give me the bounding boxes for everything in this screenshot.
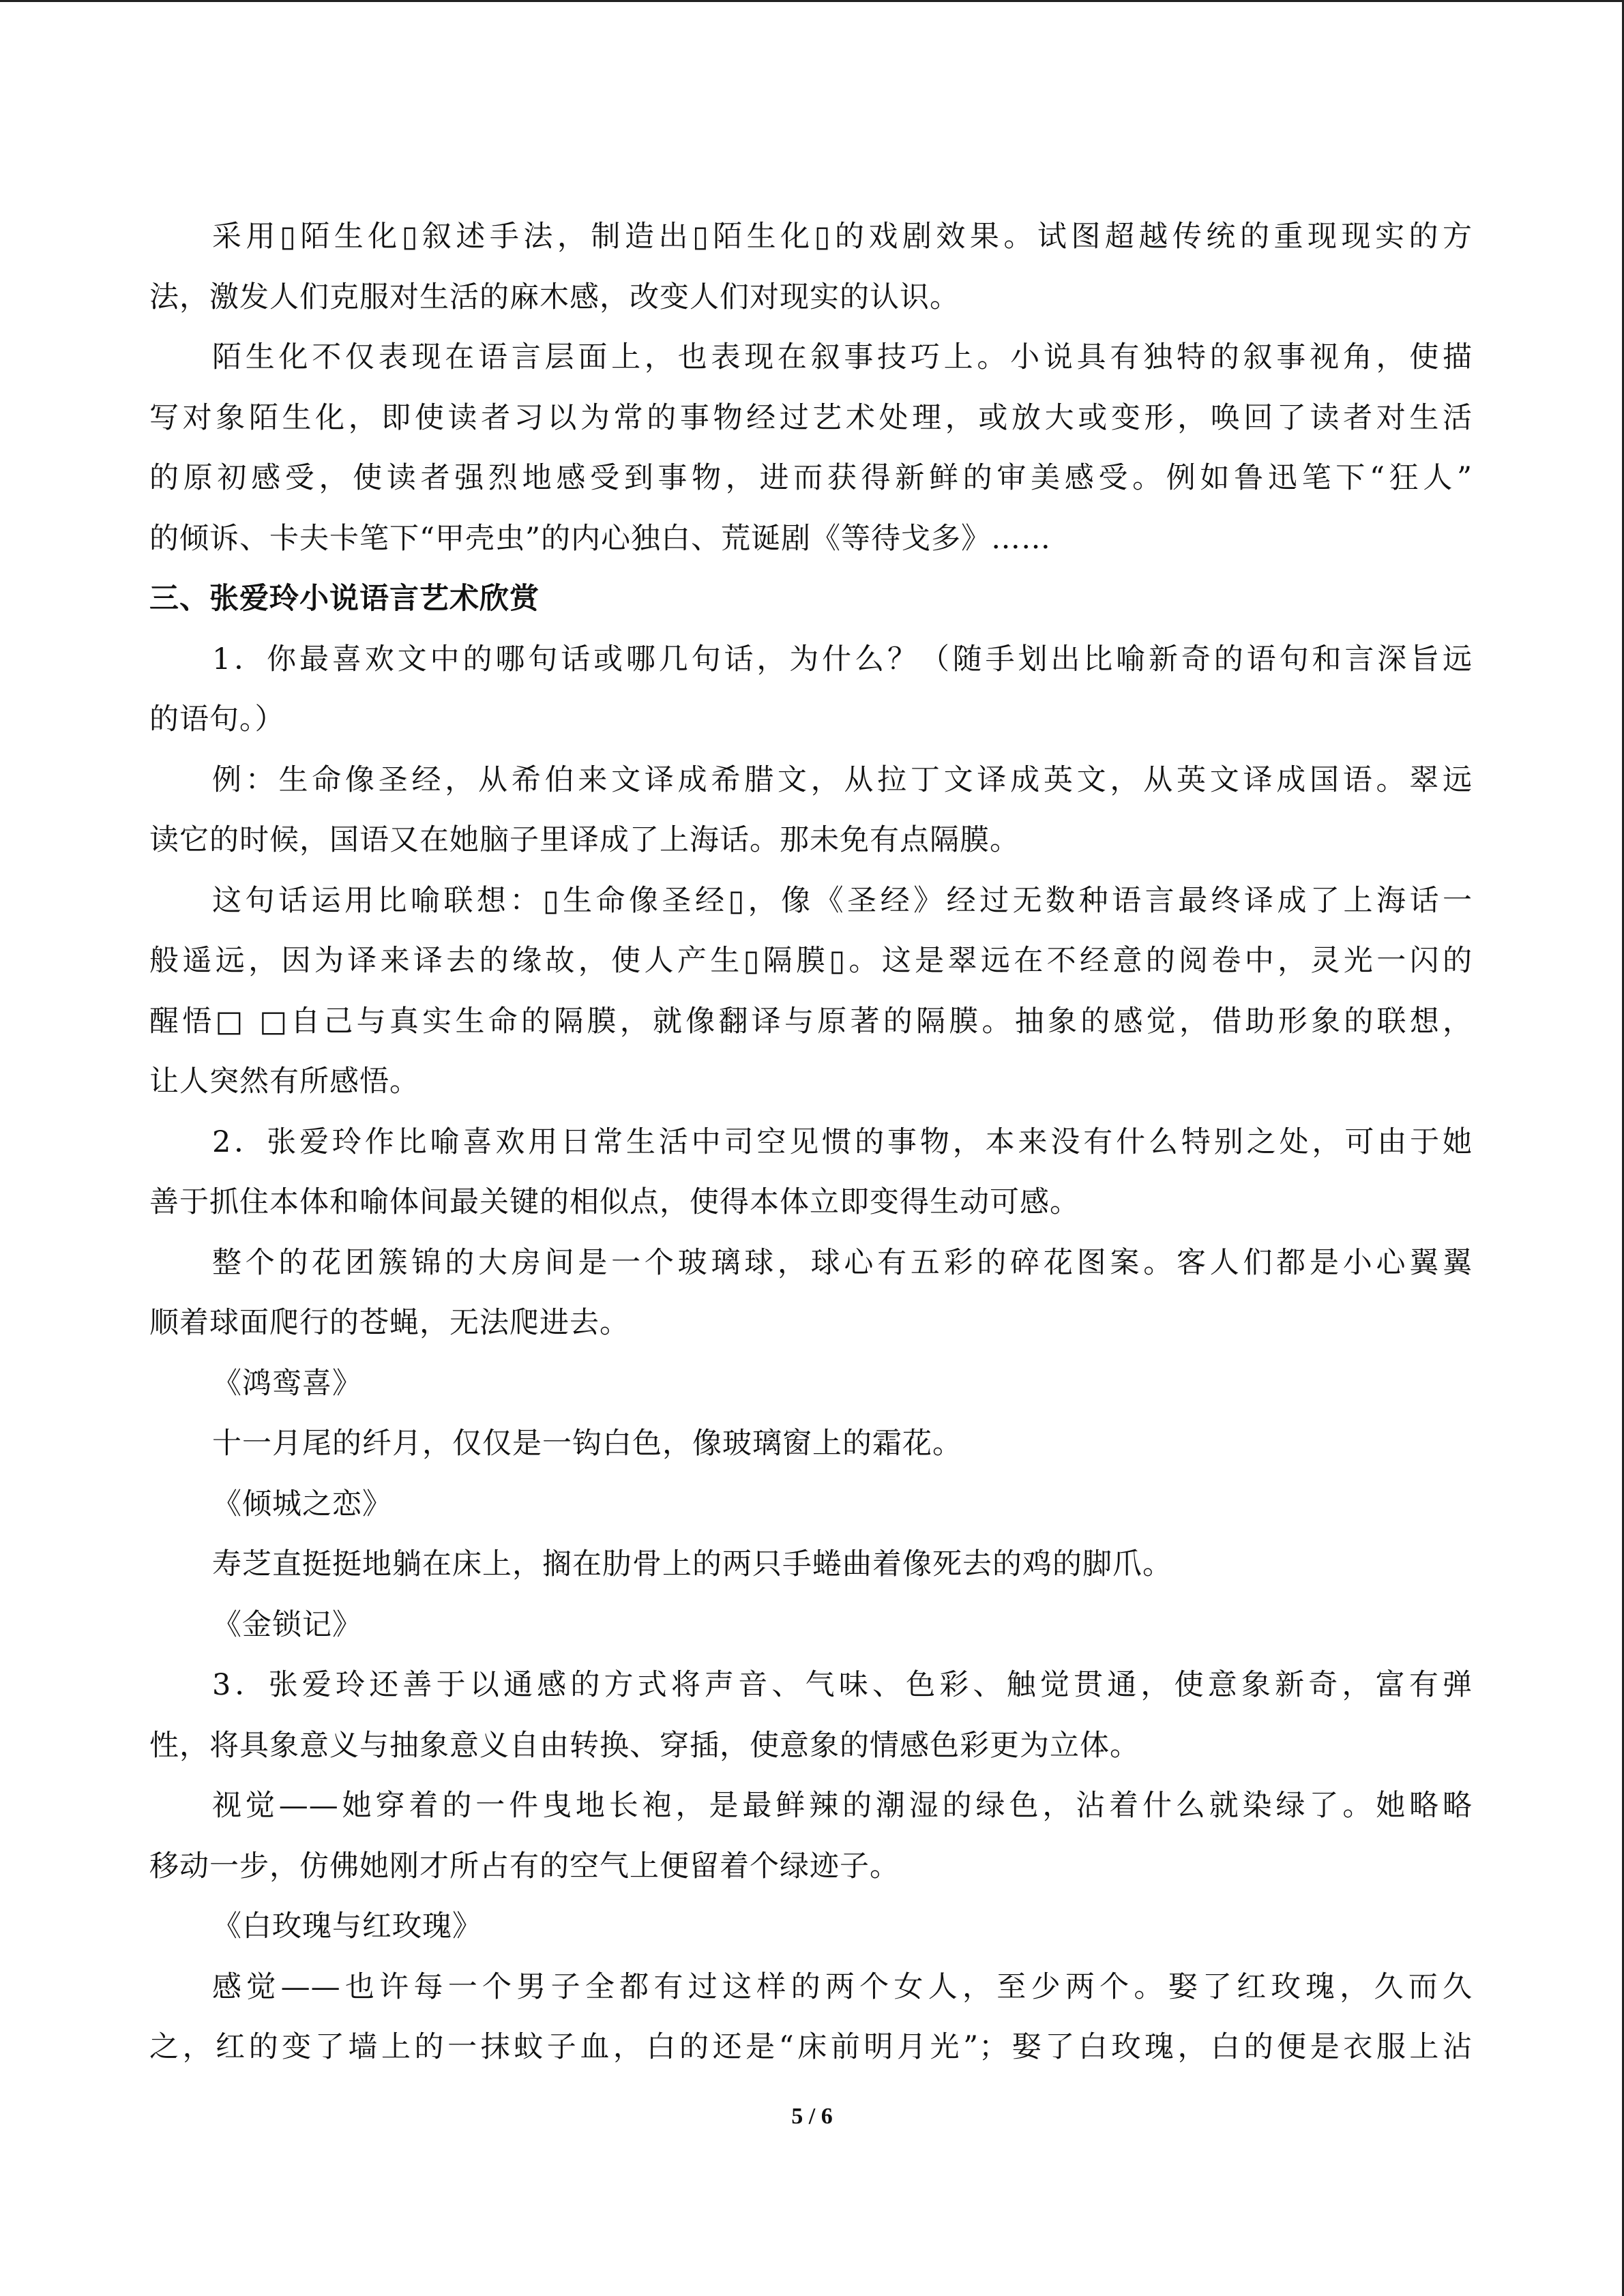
- text-line: 十一月尾的纤月，仅仅是一钩白色，像玻璃窗上的霜花。: [212, 1427, 962, 1461]
- document-body: [149, 207, 1473, 2078]
- text-line: 《倾城之恋》: [212, 1487, 392, 1521]
- text-line: 醒悟□ □自己与真实生命的隔膜，就像翻译与原著的隔膜。抽象的感觉，借助形象的联想，: [149, 1004, 1473, 1039]
- text-line: 《鸿鸾喜》: [212, 1366, 362, 1401]
- text-line: 例：生命像圣经，从希伯来文译成希腊文，从拉丁文译成英文，从英文译成国语。翠远: [212, 762, 1473, 797]
- text-line: 整个的花团簇锦的大房间是一个玻璃球，球心有五彩的碎花图案。客人们都是小心翼翼: [212, 1245, 1473, 1280]
- text-line: 移动一步，仿佛她刚才所占有的空气上便留着个绿迹子。: [149, 1849, 900, 1883]
- text-line: 顺着球面爬行的苍蝇，无法爬进去。: [149, 1306, 630, 1340]
- text-line: 采用▯陌生化▯叙述手法，制造出▯陌生化▯的戏剧效果。试图超越传统的重现现实的方: [212, 220, 1473, 254]
- text-line: 陌生化不仅表现在语言层面上，也表现在叙事技巧上。小说具有独特的叙事视角，使描: [212, 340, 1473, 374]
- text-line: 这句话运用比喻联想：▯生命像圣经▯，像《圣经》经过无数种语言最终译成了上海话一: [212, 883, 1473, 918]
- text-line: 般遥远，因为译来译去的缘故，使人产生▯隔膜▯。这是翠远在不经意的阅卷中，灵光一闪的: [149, 944, 1473, 978]
- section-heading: 三、张爱玲小说语言艺术欣赏: [149, 582, 540, 616]
- text-line: 读它的时候，国语又在她脑子里译成了上海话。那未免有点隔膜。: [149, 823, 1020, 857]
- text-line: 《金锁记》: [212, 1607, 362, 1642]
- text-line: 3．张爱玲还善于以通感的方式将声音、气味、色彩、触觉贯通，使意象新奇，富有弹: [212, 1668, 1473, 1702]
- text-line: 的语句。）: [149, 702, 285, 736]
- text-line: 的倾诉、卡夫卡笔下“甲壳虫”的内心独白、荒诞剧《等待戈多》……: [149, 521, 1051, 556]
- text-line: 感觉——也许每一个男子全都有过这样的两个女人，至少两个。娶了红玫瑰，久而久: [212, 1969, 1473, 2004]
- text-line: 性，将具象意义与抽象意义自由转换、穿插，使意象的情感色彩更为立体。: [149, 1728, 1140, 1763]
- text-line: 让人突然有所感悟。: [149, 1064, 419, 1099]
- text-line: 写对象陌生化，即使读者习以为常的事物经过艺术处理，或放大或变形，唤回了读者对生活: [149, 400, 1473, 435]
- text-line: 的原初感受，使读者强烈地感受到事物，进而获得新鲜的审美感受。例如鲁迅笔下“狂人”: [149, 461, 1473, 495]
- text-line: 视觉——她穿着的一件曳地长袍，是最鲜辣的潮湿的绿色，沾着什么就染绿了。她略略: [212, 1789, 1473, 1823]
- text-line: 之，红的变了墙上的一抹蚊子血，白的还是“床前明月光”；娶了白玫瑰，白的便是衣服上沾: [149, 2030, 1473, 2064]
- page-number: 5 / 6: [791, 2104, 833, 2129]
- text-line: 寿芝直挺挺地躺在床上，搁在肋骨上的两只手蜷曲着像死去的鸡的脚爪。: [212, 1547, 1172, 1581]
- text-line: 法，激发人们克服对生活的麻木感，改变人们对现实的认识。: [149, 280, 960, 314]
- text-line: 《白玫瑰与红玫瑰》: [212, 1909, 482, 1943]
- text-line: 善于抓住本体和喻体间最关键的相似点，使得本体立即变得生动可感。: [149, 1185, 1080, 1219]
- text-line: 2．张爱玲作比喻喜欢用日常生活中司空见惯的事物，本来没有什么特别之处，可由于她: [212, 1124, 1473, 1159]
- text-line: 1．你最喜欢文中的哪句话或哪几句话，为什么？（随手划出比喻新奇的语句和言深旨远: [212, 642, 1473, 676]
